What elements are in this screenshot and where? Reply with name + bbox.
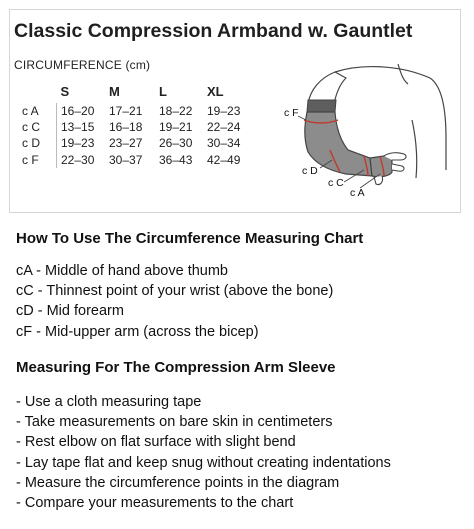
diagram-label-cc: c C bbox=[328, 177, 344, 189]
sleeve-top-band bbox=[307, 100, 336, 112]
row-point-label: c F bbox=[22, 152, 39, 167]
header-size-s: S bbox=[60, 84, 70, 99]
cell-size-m: 30–37 bbox=[109, 152, 143, 167]
cell-size-l: 26–30 bbox=[159, 136, 193, 151]
table-header-row bbox=[22, 84, 257, 103]
row-point-label: c C bbox=[22, 120, 40, 135]
measuring-heading: Measuring For The Compression Arm Sleeve bbox=[16, 359, 336, 376]
list-item: - Use a cloth measuring tape bbox=[16, 394, 202, 410]
list-item: - Compare your measurements to the chart bbox=[16, 495, 294, 512]
header-size-l: L bbox=[159, 84, 167, 99]
cell-size-l: 18–22 bbox=[159, 104, 193, 119]
list-item: cA - Middle of hand above thumb bbox=[16, 263, 228, 279]
list-item: - Rest elbow on flat surface with slight bend bbox=[16, 434, 296, 451]
pointer-cf bbox=[298, 116, 306, 120]
header-point bbox=[22, 84, 57, 103]
list-item: - Lay tape flat and keep snug without creating indentations bbox=[16, 454, 391, 471]
list-item: - Take measurements on bare skin in centimeters bbox=[16, 414, 333, 431]
table-row bbox=[22, 152, 257, 168]
arm-sleeve-diagram bbox=[280, 60, 450, 208]
upper-arm-skin bbox=[308, 72, 346, 104]
row-point-label: c A bbox=[22, 104, 39, 119]
cell-size-xl: 42–49 bbox=[207, 152, 241, 167]
header-size-xl: XL bbox=[207, 84, 224, 99]
cell-size-m: 23–27 bbox=[109, 136, 143, 151]
cell-size-s: 19–23 bbox=[57, 135, 110, 151]
cell-size-s: 13–15 bbox=[57, 119, 110, 135]
row-point-label: c D bbox=[22, 136, 40, 151]
cell-size-l: 19–21 bbox=[159, 120, 193, 135]
list-item: cC - Thinnest point of your wrist (above the bone) bbox=[16, 283, 334, 300]
table-row bbox=[22, 119, 257, 135]
cell-size-xl: 22–24 bbox=[207, 120, 241, 135]
cell-size-xl: 30–34 bbox=[207, 136, 241, 151]
cell-size-m: 17–21 bbox=[109, 104, 143, 119]
cell-size-xl: 19–23 bbox=[207, 104, 241, 119]
header-size-m: M bbox=[109, 84, 120, 99]
cell-size-s: 22–30 bbox=[57, 152, 110, 168]
how-to-list bbox=[16, 261, 333, 342]
list-item: - Measure the circumference points in the diagram bbox=[16, 474, 340, 491]
measuring-list bbox=[16, 392, 391, 513]
table-row bbox=[22, 103, 257, 119]
diagram-label-ca: c A bbox=[350, 187, 365, 199]
how-to-heading: How To Use The Circumference Measuring Chart bbox=[16, 230, 364, 247]
neck-outline bbox=[398, 64, 408, 84]
list-item: cF - Mid-upper arm (across the bicep) bbox=[16, 323, 259, 340]
size-table bbox=[22, 84, 257, 168]
armpit-outline bbox=[412, 120, 417, 178]
cell-size-s: 16–20 bbox=[57, 103, 110, 119]
list-item: cD - Mid forearm bbox=[16, 303, 124, 320]
circumference-label: CIRCUMFERENCE (cm) bbox=[14, 58, 151, 72]
table-row bbox=[22, 135, 257, 151]
cell-size-m: 16–18 bbox=[109, 120, 143, 135]
chart-title: Classic Compression Armband w. Gauntlet bbox=[14, 20, 413, 42]
diagram-label-cf: c F bbox=[284, 107, 299, 119]
diagram-label-cd: c D bbox=[302, 165, 318, 177]
cell-size-l: 36–43 bbox=[159, 152, 193, 167]
